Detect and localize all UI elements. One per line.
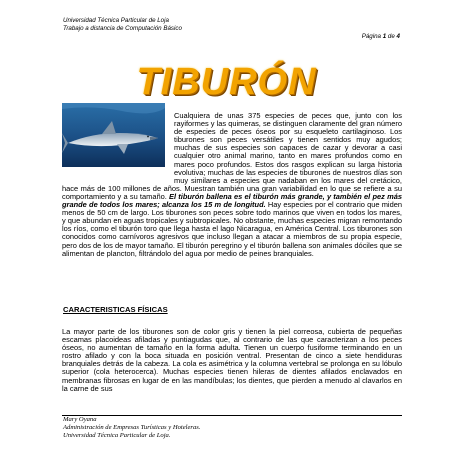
physical-paragraph: La mayor parte de los tiburones son de color gris y tienen la piel correosa, cubierta de pequeñas escamas placoideas afiladas y puntiagudas que, al contrario de las que caracterizan a los peces óseos, no aumentan de tamaño en la forma adulta. Tienen un cuerpo fusiforme terminando en un rostro afilado y con la boca situada en posición ventral. Presentan de cinco a siete hendiduras branquiales detrás de la cabeza. La cola es asimétrica y la columna vertebral se prolonga en su lóbulo superior (cola heterocerca). Muchas especies tienen hileras de dientes afilados enclavados en membranas fibrosas en lugar de en las mandíbulas; los dientes, que pierden a menudo al clavarlos en la carne de sus [62,327,402,393]
photo-spacer [62,112,170,184]
page-current: 1 [382,33,387,40]
page-total: 4 [396,33,400,40]
section-heading-physical: CARACTERISTICAS FÍSICAS [63,305,168,314]
page-of: de [387,33,395,40]
page-number [362,33,400,40]
footer-author: Mary Oyana [63,416,97,423]
footer-university: Universidad Técnica Particular de Loja. [63,432,171,439]
document-title: TIBURÓN [136,61,317,103]
header-university: Universidad Técnica Particular de Loja [63,17,169,24]
intro-text-1: Cualquiera de unas 375 especies de peces que, junto con los rayiformes y las quimeras, se distinguen claramente del gran número de especies de peces óseos por su esqueleto cartilaginoso. Los tiburones son peces versátiles y tienen sentidos muy agudos; muchas de sus especies son capaces de cazar y devorar a casi cualquier otro animal marino, tanto en mares profundos como en mares poco profundos. Estos dos rasgos explican su larga historia evolutiva; muchas de las especies de tiburones de nuestros días son muy similares a especies que nadaban en los mares del cretácico, hace más de 100 millones de años. Muestran también una gran variabilidad en lo que se refiere a su comportamiento y a su tamaño. [62,111,402,201]
footer-divider [62,415,402,416]
page-label: Página [361,33,381,40]
header-course: Trabajo a distancia de Computación Básico [63,25,182,32]
intro-highlight: El tiburón ballena es el tiburón más grande, y también el pez más grande de todos los mares; alcanza los 15 m de longitud. [62,191,402,210]
intro-paragraph [62,112,402,258]
footer-program: Administración de Empresas Turísticas y Hoteleras. [63,424,201,431]
intro-text-2: Hay especies por el contrario que miden menos de 50 cm de largo. Los tiburones son peces sobre todo marinos que viven en todos los mares, y que abundan en aguas tropicales y subtropicales. No obstante, muchas especies migran remontando los ríos, como el tiburón toro que llega hasta el lago Nicaragua, en América Central. Los tiburones son conocidos como carnívoros agresivos que incluso llegan a atacar a miembros de su propia especie, pero dos de los de mayor tamaño. El tiburón peregrino y el tiburón ballena son animales dóciles que se alimentan de plancton, filtrándolo del agua por medio de peines branquiales. [62,200,402,258]
